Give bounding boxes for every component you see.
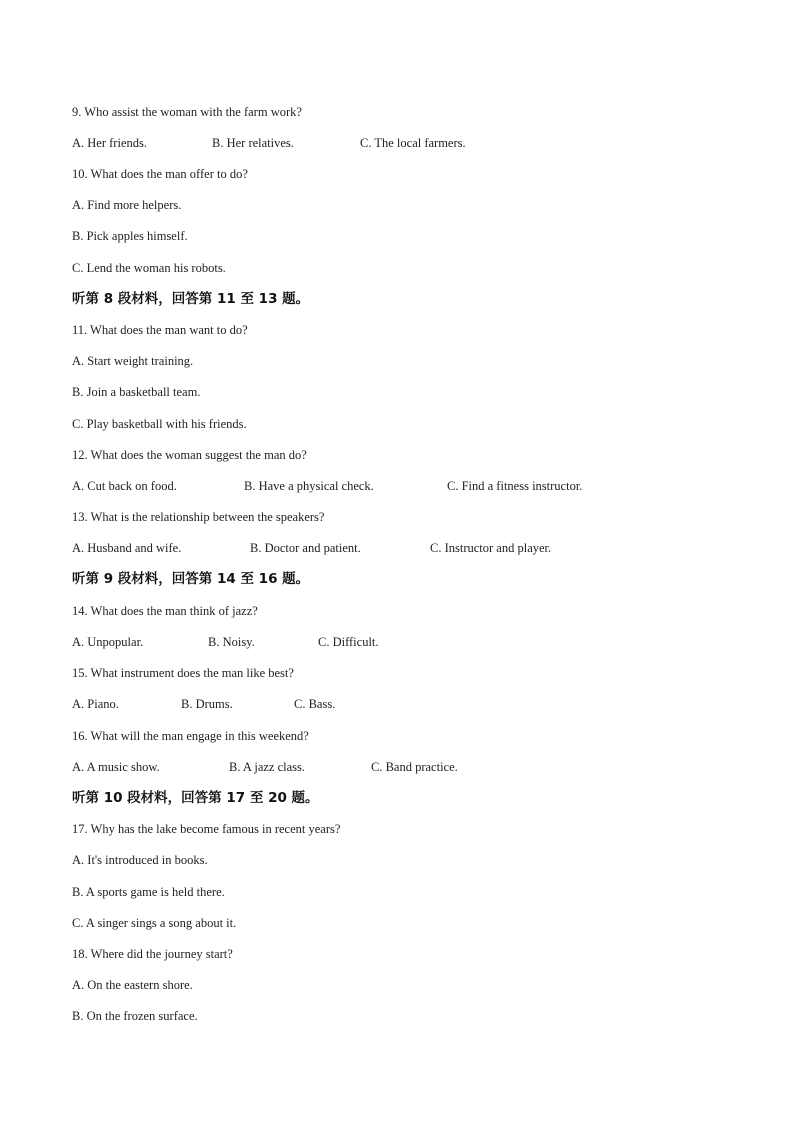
q15-option-c: C. Bass.: [294, 697, 336, 711]
q13-option-a: A. Husband and wife.: [72, 541, 182, 555]
section-heading-9: 听第 9 段材料，回答第 14 至 16 题。: [72, 571, 310, 587]
question-18: 18. Where did the journey start?: [72, 947, 233, 961]
q16-option-b: B. A jazz class.: [229, 760, 306, 774]
q14-option-a: A. Unpopular.: [72, 635, 144, 649]
q14-option-b: B. Noisy.: [208, 635, 255, 649]
q10-option-c: C. Lend the woman his robots.: [72, 261, 226, 275]
q17-option-c: C. A singer sings a song about it.: [72, 916, 237, 930]
q13-option-c: C. Instructor and player.: [430, 541, 552, 555]
q9-option-c: C. The local farmers.: [360, 136, 466, 150]
q9-option-b: B. Her relatives.: [212, 136, 294, 150]
q18-option-b: B. On the frozen surface.: [72, 1009, 198, 1023]
q17-option-b: B. A sports game is held there.: [72, 885, 225, 899]
q17-option-a: A. It's introduced in books.: [72, 853, 208, 867]
question-14: 14. What does the man think of jazz?: [72, 604, 258, 618]
question-16: 16. What will the man engage in this weekend?: [72, 729, 309, 743]
question-13: 13. What is the relationship between the speakers?: [72, 510, 325, 524]
q13-option-b: B. Doctor and patient.: [250, 541, 361, 555]
section-heading-8: 听第 8 段材料，回答第 11 至 13 题。: [72, 291, 310, 307]
q10-option-b: B. Pick apples himself.: [72, 229, 188, 243]
q9-option-a: A. Her friends.: [72, 136, 147, 150]
q15-option-a: A. Piano.: [72, 697, 119, 711]
question-9: 9. Who assist the woman with the farm work?: [72, 105, 302, 119]
q11-option-c: C. Play basketball with his friends.: [72, 417, 247, 431]
section-heading-10: 听第 10 段材料，回答第 17 至 20 题。: [72, 790, 319, 806]
q10-option-a: A. Find more helpers.: [72, 198, 182, 212]
q11-option-a: A. Start weight training.: [72, 354, 194, 368]
q11-option-b: B. Join a basketball team.: [72, 385, 201, 399]
q16-option-c: C. Band practice.: [371, 760, 458, 774]
q15-option-b: B. Drums.: [181, 697, 233, 711]
question-11: 11. What does the man want to do?: [72, 323, 248, 337]
q12-option-a: A. Cut back on food.: [72, 479, 177, 493]
q14-option-c: C. Difficult.: [318, 635, 379, 649]
question-15: 15. What instrument does the man like best?: [72, 666, 294, 680]
question-17: 17. Why has the lake become famous in recent years?: [72, 822, 341, 836]
q12-option-b: B. Have a physical check.: [244, 479, 374, 493]
question-12: 12. What does the woman suggest the man do?: [72, 448, 307, 462]
q16-option-a: A. A music show.: [72, 760, 160, 774]
q18-option-a: A. On the eastern shore.: [72, 978, 193, 992]
question-10: 10. What does the man offer to do?: [72, 167, 248, 181]
q12-option-c: C. Find a fitness instructor.: [447, 479, 583, 493]
